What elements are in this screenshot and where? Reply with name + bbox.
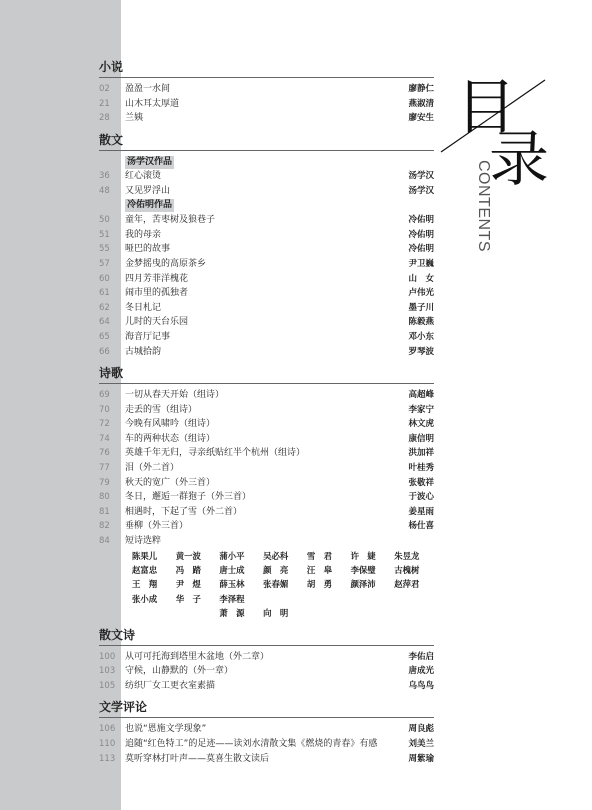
toc-entry[interactable] <box>99 722 434 737</box>
poet-name: 赵富忠 <box>132 565 158 576</box>
poet-name: 吴必科 <box>263 550 289 561</box>
entry-title: 兰姨 <box>125 113 144 124</box>
page-number: 72 <box>99 419 110 430</box>
entry-author: 汤学汉 <box>408 185 434 196</box>
table-of-contents <box>99 58 434 766</box>
poet-name: 胡 勇 <box>306 579 332 590</box>
poet-name <box>307 592 347 606</box>
poet-name: 萧 源 <box>219 608 245 619</box>
page-number: 61 <box>99 288 110 299</box>
poet-name: 蒲小平 <box>219 550 245 561</box>
poet-name: 尹 煜 <box>175 579 201 590</box>
entry-author: 姜星雨 <box>408 506 434 517</box>
poet-name: 颜 亮 <box>263 565 289 576</box>
page-number: 62 <box>99 302 110 313</box>
poet-name: 赵萍君 <box>394 579 420 590</box>
entry-title: 纺织厂女工更衣室素描 <box>125 680 216 691</box>
entry-author: 陈毅燕 <box>408 317 434 328</box>
poet-name: 颜泽沛 <box>350 579 376 590</box>
subsection-row <box>99 155 434 170</box>
toc-entry[interactable] <box>99 184 434 199</box>
toc-entry[interactable] <box>99 169 434 184</box>
entry-author: 张敬祥 <box>408 477 434 488</box>
entry-author: 冷佑明 <box>408 229 434 240</box>
toc-entry[interactable] <box>99 534 434 549</box>
entry-author: 洪加祥 <box>408 448 434 459</box>
page-number: 51 <box>99 229 110 240</box>
entry-author: 卢伟光 <box>408 288 434 299</box>
toc-entry[interactable] <box>99 650 434 665</box>
entry-author: 廖安生 <box>408 113 434 124</box>
entry-title: 古城拾韵 <box>125 346 162 357</box>
poet-name <box>394 592 434 606</box>
entry-author: 李佑启 <box>408 651 434 662</box>
page-number: 100 <box>99 651 116 662</box>
subsection-label: 汤学汉作品 <box>127 156 173 167</box>
subsection-row <box>99 199 434 214</box>
entry-author: 唐成光 <box>408 666 434 677</box>
page-number: 55 <box>99 244 110 255</box>
entry-title: 守候，山静默的（外一章） <box>125 666 234 677</box>
poet-name <box>263 592 303 606</box>
poet-name <box>132 606 172 620</box>
toc-entry[interactable] <box>99 432 434 447</box>
toc-entry[interactable] <box>99 388 434 403</box>
poet-name: 朱昱龙 <box>394 550 420 561</box>
entry-author: 汤学汉 <box>408 171 434 182</box>
entry-title: 车的两种状态（组诗） <box>125 433 216 444</box>
entry-author: 刘美兰 <box>408 739 434 750</box>
page-number: 106 <box>99 724 116 735</box>
page-number: 79 <box>99 477 110 488</box>
entry-title: 今晚有风啸吟（组诗） <box>125 419 216 430</box>
page-number: 36 <box>99 171 110 182</box>
section-heading: 文学评论 <box>99 698 434 718</box>
toc-entry[interactable] <box>99 228 434 243</box>
entry-author: 杨仕喜 <box>408 521 434 532</box>
entry-author: 墨子川 <box>408 302 434 313</box>
entry-author: 尹卫巍 <box>408 258 434 269</box>
page-number: 02 <box>99 84 110 94</box>
page-number: 21 <box>99 98 110 109</box>
toc-entry[interactable] <box>99 664 434 679</box>
toc-entry[interactable] <box>99 345 434 360</box>
poet-name: 唐士成 <box>219 565 245 576</box>
title-lu: 录 <box>489 125 549 195</box>
toc-entry[interactable] <box>99 476 434 491</box>
poet-name: 李保璧 <box>350 565 376 576</box>
entry-author: 林文虎 <box>408 419 434 430</box>
page-number: 84 <box>99 536 110 547</box>
entry-title: 四月芳菲洋槐花 <box>125 273 189 284</box>
entry-title: 一切从春天开始（组诗） <box>125 390 225 401</box>
poet-name-grid <box>132 549 434 621</box>
toc-entry[interactable] <box>99 403 434 418</box>
page-number: 80 <box>99 492 110 503</box>
subsection-label: 冷佑明作品 <box>127 200 173 211</box>
entry-author: 廖静仁 <box>408 84 434 94</box>
entry-title: 垂柳（外三首） <box>125 521 189 532</box>
entry-title: 从可可托海到塔里木盆地（外二章） <box>125 651 270 662</box>
entry-title: 金梦摇曳的高原茶乡 <box>125 258 207 269</box>
toc-entry[interactable] <box>99 286 434 301</box>
section-heading: 散文诗 <box>99 626 434 646</box>
entry-author: 周良彪 <box>408 724 434 735</box>
poet-name: 古槐树 <box>394 565 420 576</box>
page-number: 50 <box>99 215 110 226</box>
toc-entry[interactable] <box>99 301 434 316</box>
page-number: 110 <box>99 739 116 750</box>
page-number: 77 <box>99 463 110 474</box>
toc-entry[interactable] <box>99 519 434 534</box>
title-contents: CONTENTS <box>475 160 492 252</box>
entry-title: 冬日札记 <box>125 302 162 313</box>
page-number: 82 <box>99 521 110 532</box>
entry-title: 山木耳太厚道 <box>125 98 180 109</box>
page-number: 81 <box>99 506 110 517</box>
toc-entry[interactable] <box>99 242 434 257</box>
entry-title: 又见罗浮山 <box>125 185 171 196</box>
page-number: 70 <box>99 404 110 415</box>
entry-author: 冷佑明 <box>408 244 434 255</box>
toc-entry[interactable] <box>99 737 434 752</box>
poet-name: 黄一波 <box>175 550 201 561</box>
poet-name: 张春媚 <box>263 579 289 590</box>
page-number: 28 <box>99 113 110 124</box>
toc-entry[interactable] <box>99 82 434 97</box>
entry-title: 我的母亲 <box>125 229 162 240</box>
section-heading: 散文 <box>99 131 434 151</box>
entry-title: 哑巴的故事 <box>125 244 171 255</box>
poet-name: 华 子 <box>175 593 201 604</box>
poet-name: 李泽程 <box>219 593 245 604</box>
toc-entry[interactable] <box>99 752 434 767</box>
title-mu: 目 <box>456 73 516 143</box>
page-number: 64 <box>99 317 110 328</box>
section-heading: 诗歌 <box>99 364 434 384</box>
poet-name <box>351 592 391 606</box>
toc-entry[interactable] <box>99 505 434 520</box>
toc-entry[interactable] <box>99 315 434 330</box>
entry-title: 走丢的雪（组诗） <box>125 404 198 415</box>
entry-title: 冬日，邂逅一群狍子（外三首） <box>125 492 252 503</box>
toc-entry[interactable] <box>99 272 434 287</box>
page-number: 105 <box>99 680 116 691</box>
entry-title: 盈盈一水间 <box>125 84 171 94</box>
page-number: 113 <box>99 753 116 764</box>
entry-title: 闹市里的孤独者 <box>125 288 189 299</box>
page-number: 65 <box>99 331 110 342</box>
page-number: 103 <box>99 666 116 677</box>
poet-name <box>176 606 216 620</box>
entry-title: 相遇时，下起了雪（外二首） <box>125 506 243 517</box>
entry-title: 也说“恩施文学现象” <box>125 724 207 735</box>
toc-entry[interactable] <box>99 330 434 345</box>
entry-title: 莫听穿林打叶声——莫喜生散文读后 <box>125 753 270 764</box>
entry-title: 红心滚烫 <box>125 171 162 182</box>
poet-name: 王 翔 <box>132 579 158 590</box>
page-number: 74 <box>99 433 110 444</box>
entry-title: 泪（外二首） <box>125 463 180 474</box>
toc-entry[interactable] <box>99 111 434 126</box>
page-number: 69 <box>99 390 110 401</box>
page-number: 60 <box>99 273 110 284</box>
poet-name: 汪 皋 <box>306 565 332 576</box>
poet-name: 向 明 <box>263 608 289 619</box>
poet-name: 张小成 <box>132 593 158 604</box>
page-number: 48 <box>99 185 110 196</box>
toc-entry[interactable] <box>99 490 434 505</box>
entry-author: 燕淑清 <box>408 98 434 109</box>
entry-title: 短诗选粹 <box>125 536 162 547</box>
entry-title: 英雄千年无归，寻亲纸贴红半个杭州（组诗） <box>125 448 306 459</box>
entry-author: 乌鸟鸟 <box>408 680 434 691</box>
entry-author: 周紫瑜 <box>408 753 434 764</box>
poet-name: 冯 踏 <box>175 565 201 576</box>
entry-title: 童年，苦枣树及狼巷子 <box>125 215 216 226</box>
page-number: 57 <box>99 258 110 269</box>
page-number: 66 <box>99 346 110 357</box>
toc-entry[interactable] <box>99 446 434 461</box>
entry-title: 秋天的宽广（外三首） <box>125 477 216 488</box>
poet-name: 薛玉林 <box>219 579 245 590</box>
entry-title: 儿时的天台乐园 <box>125 317 189 328</box>
section-heading: 小说 <box>99 58 434 78</box>
entry-author: 于波心 <box>408 492 434 503</box>
entry-author: 高超峰 <box>408 390 434 401</box>
entry-author: 罗琴波 <box>408 346 434 357</box>
toc-entry[interactable] <box>99 213 434 228</box>
toc-entry[interactable] <box>99 97 434 112</box>
entry-author: 邓小东 <box>408 331 434 342</box>
entry-author: 康信明 <box>408 433 434 444</box>
entry-title: 追随“红色特工”的足迹——读刘水清散文集《燃烧的青春》有感 <box>125 739 378 750</box>
toc-entry[interactable] <box>99 417 434 432</box>
entry-title: 海音厅记事 <box>125 331 171 342</box>
toc-entry[interactable] <box>99 257 434 272</box>
entry-author: 山 女 <box>408 273 434 284</box>
poet-name: 雪 君 <box>306 550 332 561</box>
entry-author: 李家宁 <box>408 404 434 415</box>
toc-entry[interactable] <box>99 679 434 694</box>
poet-name: 许 婕 <box>350 550 376 561</box>
poet-name: 陈果儿 <box>132 550 158 561</box>
entry-author: 冷佑明 <box>408 215 434 226</box>
page-number: 76 <box>99 448 110 459</box>
toc-entry[interactable] <box>99 461 434 476</box>
entry-author: 叶桂秀 <box>408 463 434 474</box>
